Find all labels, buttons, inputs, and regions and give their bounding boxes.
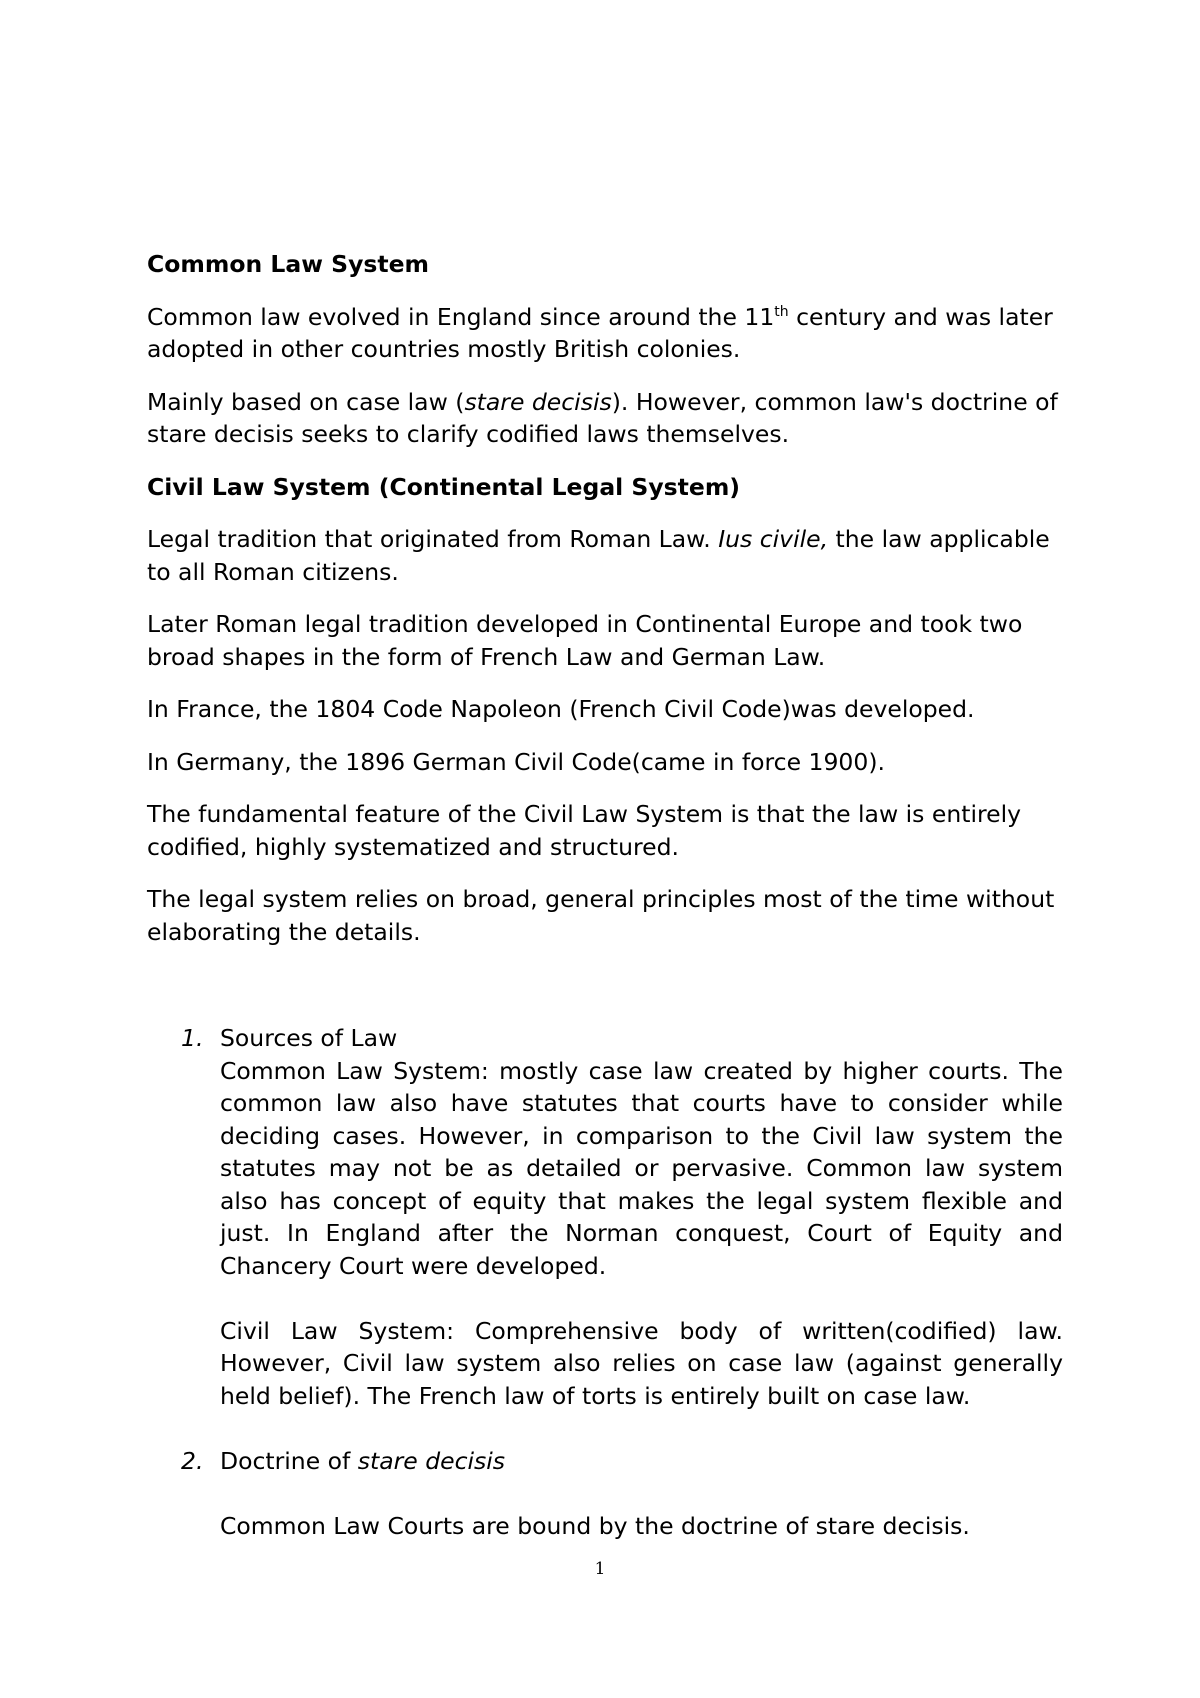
paragraph-text: Legal tradition that originated from Roman Law. [147,525,719,553]
spacer [220,1477,1067,1510]
italic-term: stare decisis [357,1446,506,1475]
paragraph-text: the law applicable to all Roman citizens. [147,525,1050,586]
paragraph-general-principles: The legal system relies on broad, general principles most of the time without elaborating the details. [147,885,1055,946]
list-item-stare-decisis [147,1445,1067,1543]
list-item-title: Sources of Law [220,1024,398,1052]
paragraph-text: century and was later adopted in other countries mostly British colonies. [147,302,1053,363]
title-text: Doctrine of [220,1446,358,1475]
paragraph-text: Common law evolved in England since around the 11 [147,302,775,331]
list-item-sources-of-law [147,1022,1067,1445]
paragraph-continental-europe: Later Roman legal tradition developed in Continental Europe and took two broad shapes in the form of French Law and German Law. [147,610,1023,671]
list-item-paragraph: Common Law Courts are bound by the doctrine of stare decisis. [220,1511,970,1540]
heading-common-law: Common Law System [147,250,430,278]
paragraph-text: ). However, common law's doctrine of stare decisis seeks to clarify codified laws themselves. [147,387,1058,448]
paragraph-fundamental-feature: The fundamental feature of the Civil Law System is that the law is entirely codified, highly systematized and structured. [147,800,1022,861]
list-number: 1. [181,1024,204,1052]
superscript: th [774,303,789,320]
paragraph-france: In France, the 1804 Code Napoleon (French Civil Code)was developed. [147,695,975,723]
numbered-list [147,1022,1067,1542]
italic-term: stare decisis [464,387,612,416]
document-body [147,248,1067,968]
list-number: 2. [181,1446,204,1475]
italic-term: Ius civile, [718,525,829,553]
paragraph-text: Mainly based on case law ( [147,387,465,416]
paragraph-germany: In Germany, the 1896 German Civil Code(came in force 1900). [147,747,885,776]
paragraph-roman-law [147,523,1067,588]
spacer [220,1412,1067,1445]
list-item-paragraph: Civil Law System: Comprehensive body of written(codified) law. However, Civil law system also relies on case law (against generally held belief). The French law of torts is entirely built on case law. [220,1316,1063,1410]
page-number: 1 [594,1559,606,1579]
paragraph-case-law [147,386,1067,451]
paragraph-common-law-origin [147,301,1067,366]
spacer [220,1282,1067,1315]
list-item-paragraph: Common Law System: mostly case law created by higher courts. The common law also have statutes that courts have to consider while deciding cases. However, in comparison to the Civil law system the statutes may not be as detailed or pervasive. Common law system also has concept of equity that makes the legal system flexible and just. In England after the Norman conquest, Court of Equity and Chancery Court were developed. [220,1056,1063,1280]
heading-civil-law: Civil Law System (Continental Legal System) [147,472,741,501]
list-item-title [220,1445,1067,1478]
